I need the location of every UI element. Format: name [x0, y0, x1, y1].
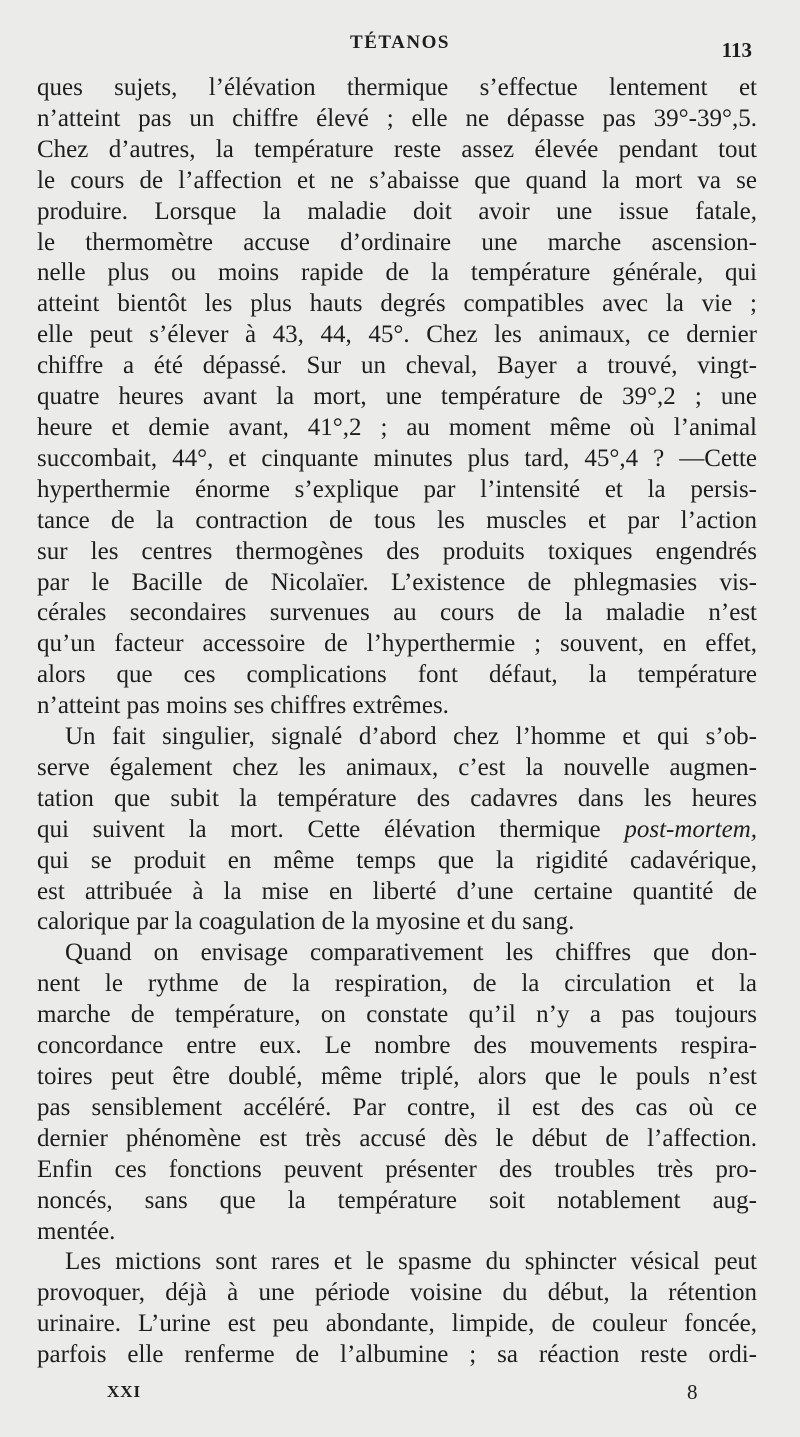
- body-text: [37, 73, 757, 1371]
- paragraph-start-line: Les mictions sont rares et le spasme du sphincter vésical peut: [65, 1248, 757, 1276]
- page-number: 113: [721, 38, 752, 62]
- gathering-number: 8: [687, 1380, 698, 1404]
- text-line: tation que subit la température des cadavres dans les heures: [37, 784, 757, 812]
- text-line: noncés, sans que la température soit notablement aug-: [37, 1186, 757, 1214]
- text-line: pas sensiblement accéléré. Par contre, il est des cas où ce: [37, 1093, 757, 1121]
- text-line: marche de température, on constate qu’il n’y a pas toujours: [37, 1001, 757, 1029]
- text-line: le thermomètre accuse d’ordinaire une marche ascension-: [37, 228, 757, 256]
- paragraph-end-line: mentée.: [37, 1217, 116, 1245]
- text-segment: qui suivent la mort. Cette élévation thermique: [37, 815, 601, 843]
- text-line: hyperthermie énorme s’explique par l’intensité et la persis-: [37, 475, 757, 503]
- paragraph-end-line: calorique par la coagulation de la myosine et du sang.: [37, 908, 575, 936]
- text-line: qui se produit en même temps que la rigidité cadavérique,: [37, 846, 757, 874]
- text-line: qu’un facteur accessoire de l’hyperthermie ; souvent, en effet,: [37, 630, 757, 658]
- text-line: cérales secondaires survenues au cours de la maladie n’est: [37, 599, 757, 627]
- text-line: provoquer, déjà à une période voisine du début, la rétention: [37, 1279, 757, 1307]
- text-line: est attribuée à la mise en liberté d’une certaine quantité de: [37, 877, 757, 905]
- text-line: urinaire. L’urine est peu abondante, limpide, de couleur foncée,: [37, 1310, 757, 1338]
- italic-term: post-mortem,: [624, 815, 758, 843]
- text-line: heure et demie avant, 41°,2 ; au moment même où l’animal: [37, 413, 757, 441]
- text-line: nelle plus ou moins rapide de la température générale, qui: [37, 259, 757, 287]
- text-line: ques sujets, l’élévation thermique s’effectue lentement et: [37, 74, 757, 101]
- text-line: alors que ces complications font défaut, la température: [37, 661, 757, 689]
- text-line: quatre heures avant la mort, une température de 39°,2 ; une: [37, 383, 757, 411]
- text-line: nent le rythme de la respiration, de la circulation et la: [37, 970, 757, 998]
- paragraph-start-line: Quand on envisage comparativement les chiffres que don-: [65, 939, 757, 967]
- text-line: [37, 815, 757, 846]
- running-head: [0, 30, 800, 62]
- text-line: le cours de l’affection et ne s’abaisse que quand la mort va se: [37, 166, 757, 194]
- paragraph-end-line: n’atteint pas moins ses chiffres extrêmes.: [37, 692, 449, 720]
- text-line: toires peut être doublé, même triplé, alors que le pouls n’est: [37, 1063, 757, 1090]
- text-line: concordance entre eux. Le nombre des mouvements respira-: [37, 1032, 757, 1060]
- signature-mark: XXI: [107, 1382, 142, 1401]
- text-line: par le Bacille de Nicolaïer. L’existence de phlegmasies vis-: [37, 568, 757, 596]
- text-line: sur les centres thermogènes des produits toxiques engendrés: [37, 537, 757, 565]
- text-line: succombait, 44°, et cinquante minutes plus tard, 45°,4 ? —Cette: [37, 444, 757, 472]
- running-title: TÉTANOS: [350, 32, 450, 53]
- text-line: chiffre a été dépassé. Sur un cheval, Bayer a trouvé, vingt-: [37, 352, 757, 380]
- text-line: dernier phénomène est très accusé dès le début de l’affection.: [37, 1124, 757, 1152]
- text-line: elle peut s’élever à 43, 44, 45°. Chez les animaux, ce dernier: [37, 321, 757, 349]
- paragraph-start-line: Un fait singulier, signalé d’abord chez l’homme et qui s’ob-: [65, 723, 757, 751]
- text-line: Chez d’autres, la température reste assez élevée pendant tout: [37, 135, 757, 163]
- text-line: n’atteint pas un chiffre élevé ; elle ne dépasse pas 39°-39°,5.: [37, 104, 757, 132]
- text-line: serve également chez les animaux, c’est la nouvelle augmen-: [37, 753, 757, 781]
- text-line: atteint bientôt les plus hauts degrés compatibles avec la vie ;: [37, 290, 757, 318]
- text-line: produire. Lorsque la maladie doit avoir une issue fatale,: [37, 197, 757, 225]
- text-line: tance de la contraction de tous les muscles et par l’action: [37, 506, 757, 534]
- page-footer: [0, 1380, 800, 1408]
- text-line: Enfin ces fonctions peuvent présenter des troubles très pro-: [37, 1155, 757, 1183]
- text-line: parfois elle renferme de l’albumine ; sa réaction reste ordi-: [37, 1341, 757, 1369]
